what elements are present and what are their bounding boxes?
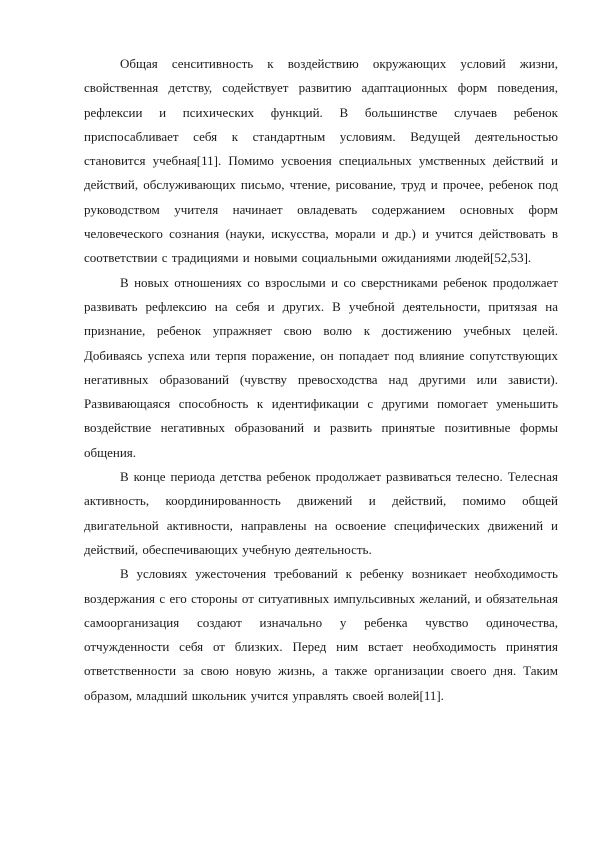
document-body xyxy=(84,52,558,708)
paragraph-4: В условиях ужесточения требований к ребенку возникает необходимость воздержания с его стороны от ситуативных импульсивных желаний, и обязательная самоорганизация создают изначально у ребенка чувство одиночества, отчужденности себя от близких. Перед ним встает необходимость принятия ответственности за свою новую жизнь, а также организации своего дня. Таким образом, младший школьник учится управлять своей волей[11]. xyxy=(84,566,558,703)
paragraph-1: Общая сенситивность к воздействию окружающих условий жизни, свойственная детству, содействует развитию адаптационных форм поведения, рефлексии и психических функций. В большинстве случаев ребенок приспосабливает себя к стандартным условиям. Ведущей деятельностью становится учебная[11]. Помимо усвоения специальных умственных действий и действий, обслуживающих письмо, чтение, рисование, труд и прочее, ребенок под руководством учителя начинает овладевать содержанием основных форм человеческого сознания (науки, искусства, морали и др.) и учится действовать в соответствии с традициями и новыми социальными ожиданиями людей[52,53]. xyxy=(84,56,558,266)
paragraph-2: В новых отношениях со взрослыми и со сверстниками ребенок продолжает развивать рефлексию на себя и других. В учебной деятельности, притязая на признание, ребенок упражняет свою волю к достижению учебных целей. Добиваясь успеха или терпя поражение, он попадает под влияние сопутствующих негативных образований (чувству превосходства над другими или зависти). Развивающаяся способность к идентификации с другими помогает уменьшить воздействие негативных образований и развить принятые позитивные формы общения. xyxy=(84,274,558,460)
paragraph-3: В конце периода детства ребенок продолжает развиваться телесно. Телесная активность, координированность движений и действий, помимо общей двигательной активности, направлены на освоение специфических движений и действий, обеспечивающих учебную деятельность. xyxy=(84,469,558,557)
